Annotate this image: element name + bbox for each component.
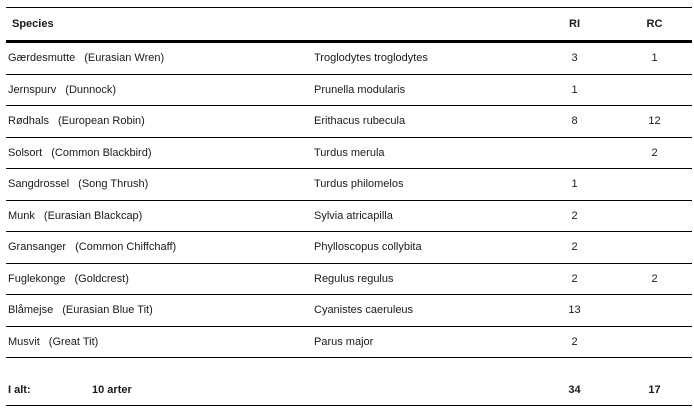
english-name: (Goldcrest) (74, 272, 129, 285)
danish-name: Fuglekonge (8, 272, 66, 285)
table-row (6, 232, 692, 264)
table-row (6, 169, 692, 201)
total-rc: 17 (648, 383, 661, 396)
ri-value: 3 (571, 52, 578, 65)
table-row (6, 201, 692, 233)
total-species-count: 10 arter (92, 383, 132, 396)
rc-value (626, 75, 683, 106)
species-name-cell (8, 264, 129, 295)
danish-name: Jernspurv (8, 83, 57, 96)
english-name: (European Robin) (57, 115, 145, 128)
english-name: (Dunnock) (65, 83, 117, 96)
table-body (6, 43, 692, 358)
scientific-name: Cyanistes caeruleus (314, 304, 414, 317)
ri-value: 2 (571, 272, 578, 285)
ri-value: 1 (571, 83, 578, 96)
table-row (6, 106, 692, 138)
species-name-cell (8, 201, 142, 232)
table-row (6, 138, 692, 170)
species-name-cell (8, 169, 148, 200)
english-name: (Eurasian Blue Tit) (62, 304, 153, 317)
ri-value (546, 138, 603, 169)
species-name-cell (8, 43, 164, 74)
scientific-name: Sylvia atricapilla (314, 209, 393, 222)
danish-name: Gærdesmutte (8, 52, 76, 65)
english-name: (Song Thrush) (78, 178, 149, 191)
header-ri: RI (569, 17, 580, 30)
species-name-cell (8, 295, 153, 326)
rc-value: 2 (651, 146, 658, 159)
danish-name: Solsort (8, 146, 43, 159)
ri-value: 1 (571, 178, 578, 191)
species-name-cell (8, 327, 98, 358)
header-species: Species (12, 17, 54, 30)
header-rc: RC (646, 17, 663, 30)
ri-value: 13 (568, 304, 581, 317)
rc-value (626, 201, 683, 232)
scientific-name: Prunella modularis (314, 83, 406, 96)
danish-name: Blåmejse (8, 304, 54, 317)
scientific-name: Erithacus rubecula (314, 115, 406, 128)
scientific-name: Turdus philomelos (314, 178, 404, 191)
english-name: (Great Tit) (48, 335, 99, 348)
total-label: I alt: (8, 383, 31, 396)
danish-name: Musvit (8, 335, 40, 348)
table-row (6, 75, 692, 107)
danish-name: Rødhals (8, 115, 49, 128)
species-name-cell (8, 106, 145, 137)
ri-value: 8 (571, 115, 578, 128)
rc-value (626, 169, 683, 200)
scientific-name: Regulus regulus (314, 272, 394, 285)
english-name: (Eurasian Blackcap) (43, 209, 143, 222)
species-name-cell (8, 138, 152, 169)
rc-value (626, 232, 683, 263)
table-row (6, 295, 692, 327)
total-row (6, 374, 692, 406)
english-name: (Common Blackbird) (51, 146, 152, 159)
rc-value: 1 (651, 52, 658, 65)
danish-name: Gransanger (8, 241, 67, 254)
rc-value (626, 295, 683, 326)
danish-name: Munk (8, 209, 35, 222)
rc-value: 2 (651, 272, 658, 285)
english-name: (Eurasian Wren) (84, 52, 165, 65)
table-row (6, 264, 692, 296)
danish-name: Sangdrossel (8, 178, 70, 191)
total-ri: 34 (568, 383, 581, 396)
header-row (6, 7, 692, 40)
ri-value: 2 (571, 335, 578, 348)
english-name: (Common Chiffchaff) (75, 241, 177, 254)
table-row (6, 43, 692, 75)
rc-value: 12 (648, 115, 661, 128)
ri-value: 2 (571, 209, 578, 222)
species-name-cell (8, 232, 176, 263)
scientific-name: Parus major (314, 335, 374, 348)
table-row (6, 327, 692, 359)
scientific-name: Troglodytes troglodytes (314, 52, 428, 65)
scientific-name: Turdus merula (314, 146, 385, 159)
ri-value: 2 (571, 241, 578, 254)
rc-value (626, 327, 683, 358)
species-name-cell (8, 75, 116, 106)
scientific-name: Phylloscopus collybita (314, 241, 422, 254)
